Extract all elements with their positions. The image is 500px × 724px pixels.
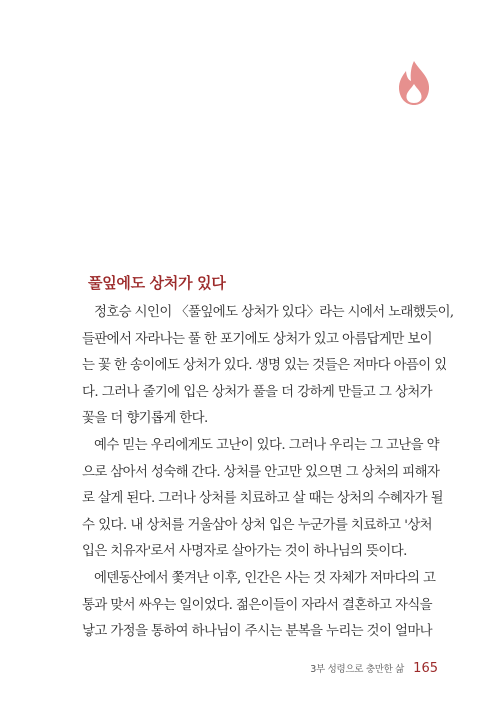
paragraph <box>82 433 443 566</box>
text-line: 예수 믿는 우리에게도 고난이 있다. 그러나 우리는 그 고난을 약 <box>94 437 439 453</box>
text-line: 들판에서 자라나는 풀 한 포기에도 상처가 있고 아름답게만 보이 <box>82 331 432 347</box>
text-line: 는 꽃 한 송이에도 상처가 있다. 생명 있는 것들은 저마다 아픔이 있 <box>82 358 447 374</box>
flame-icon <box>396 60 432 106</box>
section-title: 풀잎에도 상처가 있다 <box>88 274 226 292</box>
text-line: 로 살게 된다. 그러나 상처를 치료하고 살 때는 상처의 수혜자가 될 <box>82 491 443 507</box>
page-footer <box>300 657 438 676</box>
text-line: 수 있다. 내 상처를 거울삼아 상처 입은 누군가를 치료하고 '상처 <box>82 517 432 533</box>
text-line: 에덴동산에서 쫓겨난 이후, 인간은 사는 것 자체가 저마다의 고 <box>94 570 436 586</box>
running-footer-chapter: 3부 성령으로 충만한 삶 <box>310 664 405 675</box>
text-line: 으로 삼아서 성숙해 간다. 상처를 안고만 있으면 그 상처의 피해자 <box>82 464 440 480</box>
text-line: 낳고 가정을 통하여 하나님이 주시는 분복을 누리는 것이 얼마나 <box>82 624 432 640</box>
text-line: 다. 그러나 줄기에 입은 상처가 풀을 더 강하게 만들고 그 상처가 <box>82 384 432 400</box>
text-line: 꽃을 더 향기롭게 한다. <box>82 411 208 427</box>
paragraph <box>82 566 436 646</box>
text-line: 정호승 시인이 〈풀잎에도 상처가 있다〉라는 시에서 노래했듯이, <box>94 305 454 320</box>
text-line: 통과 맞서 싸우는 일이었다. 젊은이들이 자라서 결혼하고 자식을 <box>82 597 432 613</box>
paragraph <box>82 300 454 433</box>
body-text <box>82 300 454 646</box>
page-number: 165 <box>413 661 438 676</box>
text-line: 입은 치유자'로서 사명자로 살아가는 것이 하나님의 뜻이다. <box>82 544 407 560</box>
